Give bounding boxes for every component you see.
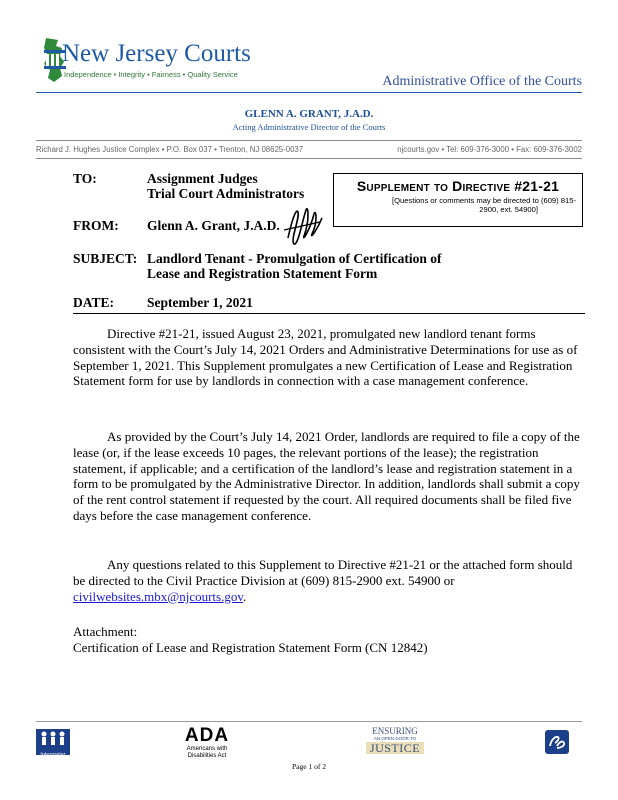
supplement-note-2: 2900, ext. 54900] <box>479 205 538 214</box>
address-rule-bottom <box>36 158 582 159</box>
justice-text: JUSTICE <box>366 742 424 754</box>
paragraph-1 <box>73 326 585 389</box>
interpreter-label: Interpreter <box>40 752 66 758</box>
attachment-label: Attachment: <box>73 624 138 639</box>
header-rule <box>36 92 582 93</box>
supplement-title: Supplement to Directive #21-21 <box>356 178 560 194</box>
to-label: TO: <box>73 171 97 186</box>
signature <box>282 200 328 250</box>
director-name: GLENN A. GRANT, J.A.D. <box>244 108 374 120</box>
paragraph-3 <box>73 557 585 604</box>
sign-language-icon <box>545 730 569 754</box>
interpreter-icon <box>36 729 70 747</box>
director-title: Acting Administrative Director of the Courts <box>232 122 386 132</box>
ada-sub-1: Americans with <box>186 746 228 752</box>
subject-line-1: Landlord Tenant - Promulgation of Certification of <box>147 251 442 266</box>
date-value: September 1, 2021 <box>147 295 253 310</box>
tagline: Independence • Integrity • Fairness • Quality Service <box>64 70 238 79</box>
sign-language-logo <box>545 730 569 754</box>
ada-sub-2: Disabilities Act <box>187 752 227 759</box>
ensuring-justice-logo <box>366 727 424 754</box>
contact-line: njcourts.gov • Tel: 609-376-3000 • Fax: 609-376-3002 <box>397 145 582 154</box>
subject-label: SUBJECT: <box>73 251 138 266</box>
supplement-box <box>333 173 583 227</box>
org-name: New Jersey Courts <box>62 40 251 67</box>
ada-title: ADA <box>184 725 230 746</box>
ensuring-text: ENSURING <box>372 726 418 736</box>
email-link[interactable]: civilwebsites.mbx@njcourts.gov <box>73 588 243 604</box>
footer-rule <box>36 721 582 722</box>
to-line-1: Assignment Judges <box>147 171 258 186</box>
ada-logo <box>172 726 242 759</box>
address-rule-top <box>36 140 582 141</box>
office-name: Administrative Office of the Courts <box>382 74 582 89</box>
paragraph-3-text: Any questions related to this Supplement to Directive #21-21 or the attached form should be directed to the Civil Practice Division at (609) 815-2900 ext. 54900 or <box>73 557 573 588</box>
page-number: Page 1 of 2 <box>292 762 326 771</box>
supplement-note-1: [Questions or comments may be directed to (609) 815- <box>391 196 576 205</box>
subject-line-2: Lease and Registration Statement Form <box>147 266 378 281</box>
address-line: Richard J. Hughes Justice Complex • P.O. Box 037 • Trenton, NJ 08625-0037 <box>36 145 304 154</box>
paragraph-3-end: . <box>243 588 247 604</box>
date-label: DATE: <box>73 295 115 310</box>
from-label: FROM: <box>73 218 119 233</box>
paragraph-1-text: Directive #21-21, issued August 23, 2021, promulgated new landlord tenant forms consistent with the Court’s July 14, 2021 Orders and Administrative Determinations for use as of September 1, 2021. This Supplement promulgates a new Certification of Lease and Registration Statement form for use by landlords in connection with a case management conference. <box>73 326 578 389</box>
paragraph-2-text: As provided by the Court’s July 14, 2021 Order, landlords are required to file a copy of the lease (or, if the lease exceeds 10 pages, the relevant portions of the lease); the registration statement, if applicable; and a certification of the landlord’s lease and registration statement in a form to be promulgated by the Administrative Director. In addition, landlords shall submit a copy of the rent control statement if requested by the court. All required documents shall be filed five days before the case management conference. <box>73 429 580 523</box>
from-value: Glenn A. Grant, J.A.D. <box>147 218 280 233</box>
memo-rule <box>73 313 585 314</box>
to-line-2: Trial Court Administrators <box>147 186 305 201</box>
interpreter-logo <box>36 729 70 758</box>
attachment-item: Certification of Lease and Registration Statement Form (CN 12842) <box>73 640 428 655</box>
open-door-text: AN OPEN DOOR TO <box>373 736 417 741</box>
paragraph-2 <box>73 429 585 524</box>
